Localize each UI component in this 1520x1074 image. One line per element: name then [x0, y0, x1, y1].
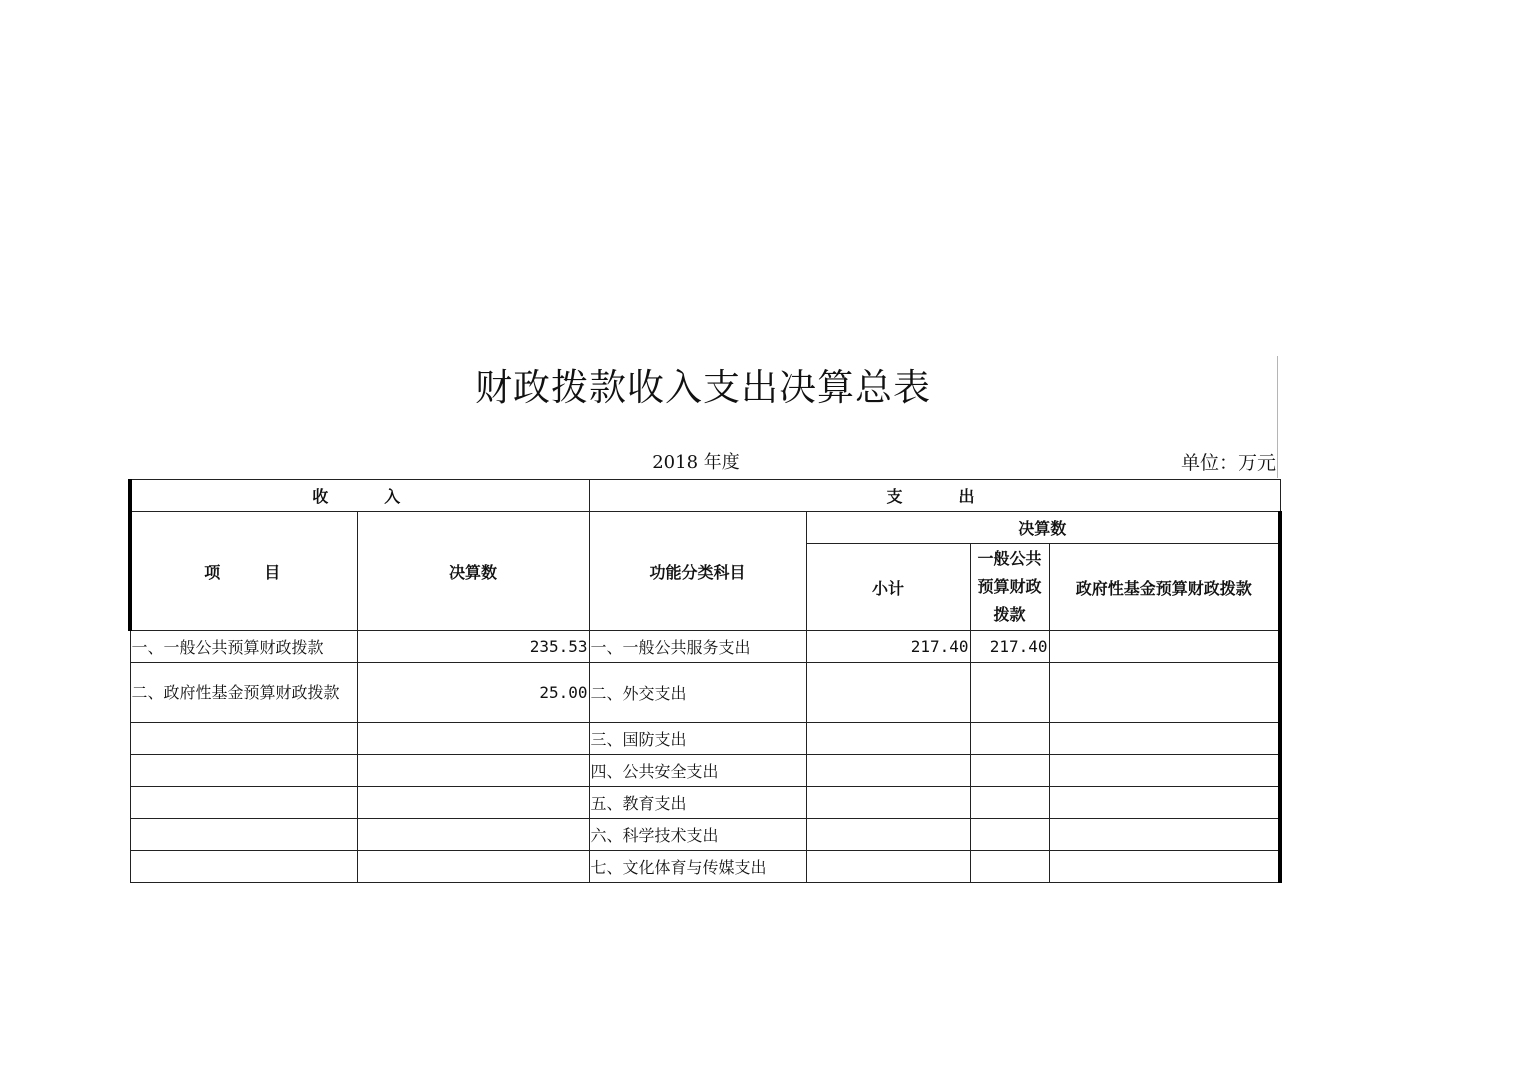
income-amount [357, 851, 589, 883]
expense-fund [1049, 819, 1280, 851]
expense-subtotal [806, 663, 970, 723]
expense-general: 217.40 [970, 631, 1049, 663]
budget-summary-table [128, 479, 1282, 883]
expense-subtotal [806, 851, 970, 883]
expense-fund [1049, 631, 1280, 663]
expense-general [970, 851, 1049, 883]
income-amount [357, 755, 589, 787]
income-item [130, 851, 357, 883]
table-row [130, 755, 1280, 787]
expense-fund [1049, 723, 1280, 755]
expense-fund [1049, 663, 1280, 723]
table-row [130, 787, 1280, 819]
page-title: 财政拨款收入支出决算总表 [475, 366, 931, 409]
expense-header: 支 出 [589, 480, 1280, 512]
expense-fund [1049, 851, 1280, 883]
income-item [130, 787, 357, 819]
table-row [130, 631, 1280, 663]
income-amount [357, 819, 589, 851]
expense-general [970, 755, 1049, 787]
expense-fund [1049, 787, 1280, 819]
table-row [130, 851, 1280, 883]
expense-fund [1049, 755, 1280, 787]
header-row-1 [130, 480, 1280, 512]
expense-item: 四、公共安全支出 [589, 755, 806, 787]
general-public-header: 一般公共预算财政拨款 [970, 544, 1049, 631]
expense-item: 三、国防支出 [589, 723, 806, 755]
function-category-header: 功能分类科目 [589, 512, 806, 631]
expense-amount-header: 决算数 [806, 512, 1280, 544]
unit-label: 单位：万元 [1180, 452, 1276, 474]
expense-general [970, 723, 1049, 755]
expense-general [970, 819, 1049, 851]
income-item: 一、一般公共预算财政拨款 [130, 631, 357, 663]
item-header: 项 目 [130, 512, 357, 631]
table-row [130, 663, 1280, 723]
header-row-2 [130, 512, 1280, 544]
expense-item: 七、文化体育与传媒支出 [589, 851, 806, 883]
expense-subtotal [806, 787, 970, 819]
income-amount [357, 723, 589, 755]
expense-item: 一、一般公共服务支出 [589, 631, 806, 663]
income-amount-header: 决算数 [357, 512, 589, 631]
expense-subtotal: 217.40 [806, 631, 970, 663]
subtotal-header: 小计 [806, 544, 970, 631]
income-item [130, 723, 357, 755]
income-amount: 235.53 [357, 631, 589, 663]
expense-item: 五、教育支出 [589, 787, 806, 819]
income-amount: 25.00 [357, 663, 589, 723]
income-item [130, 755, 357, 787]
income-amount [357, 787, 589, 819]
income-item [130, 819, 357, 851]
fiscal-year: 2018 年度 [652, 452, 740, 473]
expense-general [970, 663, 1049, 723]
expense-general [970, 787, 1049, 819]
expense-subtotal [806, 723, 970, 755]
table-row [130, 723, 1280, 755]
gov-fund-header: 政府性基金预算财政拨款 [1049, 544, 1280, 631]
expense-subtotal [806, 755, 970, 787]
income-item: 二、政府性基金预算财政拨款 [130, 663, 357, 723]
expense-subtotal [806, 819, 970, 851]
expense-item: 二、外交支出 [589, 663, 806, 723]
expense-item: 六、科学技术支出 [589, 819, 806, 851]
table-row [130, 819, 1280, 851]
income-header: 收 入 [130, 480, 589, 512]
